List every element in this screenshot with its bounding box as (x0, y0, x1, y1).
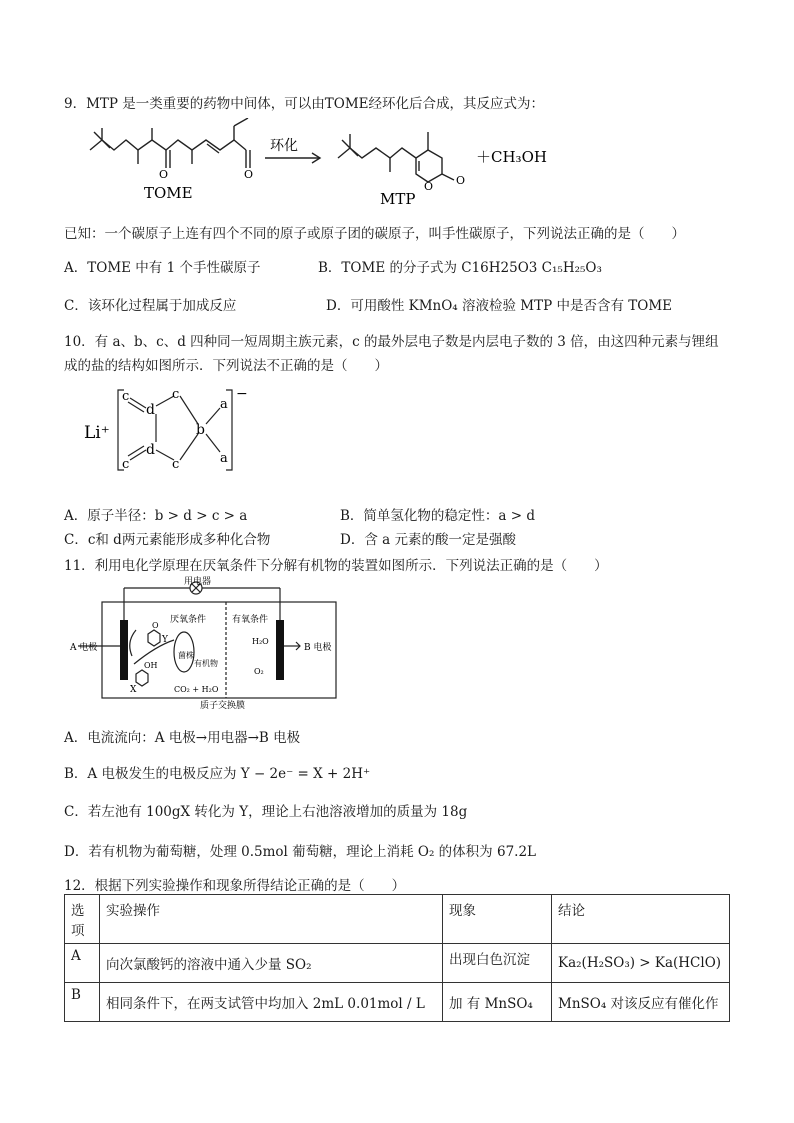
header-phenomenon: 现象 (443, 895, 552, 944)
electrode-b-bar (276, 620, 284, 680)
atom-d-bottom: d (146, 442, 155, 458)
q10-option-c: C．c和 d两元素能形成多种化合物 (64, 532, 271, 548)
q9-reaction-figure (80, 118, 560, 210)
table-row (65, 944, 730, 983)
table-row (65, 983, 730, 1022)
q11-option-c: C．若左池有 100gX 转化为 Y，理论上右池溶液增加的质量为 18g (64, 804, 468, 820)
q10-option-d: D．含 a 元素的酸一定是强酸 (340, 532, 516, 548)
mtp-label: MTP (380, 190, 416, 208)
q9-option-a: A．TOME 中有 1 个手性碳原子 (64, 260, 261, 276)
water-label: H₂O (252, 637, 269, 646)
q11-option-a: A．电流流向：A 电极→用电器→B 电极 (64, 730, 301, 746)
q9-option-b-text: B．TOME 的分子式为 C16H25O3 (318, 260, 542, 276)
row-b-operation: 相同条件下，在两支试管中均加入 2mL 0.01mol / L (100, 983, 443, 1022)
atom-c-bottom-left: c (122, 457, 130, 472)
electrode-a-label: A 电极 (70, 643, 98, 653)
atom-a-bottom: a (220, 451, 228, 466)
tome-ester-o: O (244, 168, 254, 181)
header-option: 选项 (65, 895, 100, 944)
q9-option-d: D．可用酸性 KMnO₄ 溶液检验 MTP 中是否含有 TOME (326, 298, 673, 314)
row-b-phenomenon: 加 有 MnSO₄ (443, 983, 552, 1022)
atom-c-top: c (172, 387, 180, 402)
q10-structure-figure (80, 384, 260, 476)
q10-option-b: B．简单氢化物的稳定性：a > d (340, 508, 536, 524)
membrane-label: 质子交换膜 (200, 701, 246, 710)
row-a-operation: 向次氯酸钙的溶液中通入少量 SO₂ (100, 944, 443, 983)
anion-charge: − (236, 386, 248, 402)
methanol-product: ＋CH₃OH (476, 148, 547, 166)
q9-option-b (318, 256, 602, 276)
q11-option-b: B．A 电极发生的电极反应为 Y − 2e⁻ = X + 2H⁺ (64, 766, 371, 782)
q9-option-b-formula: C₁₅H₂₅O₃ (541, 260, 602, 276)
oxygen-label: O₂ (254, 667, 264, 676)
products-label: CO₂ + H₂O (174, 685, 219, 694)
electrode-b-label: B 电极 (304, 643, 332, 653)
anaerobic-label: 厌氧条件 (170, 615, 207, 625)
li-ion: Li⁺ (84, 423, 110, 443)
q12-stem: 12．根据下列实验操作和现象所得结论正确的是（ ） (64, 878, 406, 894)
tome-carbonyl-o: O (159, 168, 169, 181)
q12-experiment-table (64, 894, 730, 1022)
q11-stem: 11．利用电化学原理在厌氧条件下分解有机物的装置如图所示．下列说法正确的是（ ） (64, 558, 608, 574)
q10-stem-line2: 成的盐的结构如图所示．下列说法不正确的是（ ） (64, 358, 388, 374)
reaction-arrow-label: 环化 (270, 138, 298, 154)
ketone-o-label: O (152, 621, 159, 630)
oh-label: OH (144, 661, 158, 670)
bacteria-label: 菌株 (178, 651, 194, 660)
atom-b: b (196, 422, 205, 438)
q10-stem-line1: 10．有 a、b、c、d 四种同一短周期主族元素，c 的最外层电子数是内层电子数的 3 倍，由这四种元素与锂组 (64, 334, 719, 350)
appliance-label: 用电器 (184, 577, 212, 587)
electrode-a-bar (120, 620, 128, 680)
row-b-conclusion: MnSO₄ 对该反应有催化作 (552, 983, 730, 1022)
row-a-phenomenon: 出现白色沉淀 (443, 944, 552, 983)
atom-c-top-left: c (122, 389, 130, 404)
y-label: Y (162, 635, 168, 645)
q9-known: 已知：一个碳原子上连有四个不同的原子或原子团的碳原子，叫手性碳原子，下列说法正确的是（ ） (64, 226, 685, 242)
q9-option-c: C．该环化过程属于加成反应 (64, 298, 237, 314)
table-header-row (65, 895, 730, 944)
atom-d-top: d (146, 402, 155, 418)
header-conclusion: 结论 (552, 895, 730, 944)
atom-c-bottom: c (172, 457, 180, 472)
organic-label: 有机物 (194, 659, 218, 668)
header-operation: 实验操作 (100, 895, 443, 944)
mtp-carbonyl-o: O (456, 174, 466, 187)
tome-label: TOME (144, 184, 193, 202)
q11-option-d: D．若有机物为葡萄糖，处理 0.5mol 葡萄糖，理论上消耗 O₂ 的体积为 67.2L (64, 844, 536, 860)
q11-device-figure (66, 576, 356, 710)
mtp-ring-o: O (424, 180, 434, 193)
x-label: X (130, 685, 137, 695)
row-a-conclusion: Ka₂(H₂SO₃) > Ka(HClO) (552, 944, 730, 983)
atom-a-top: a (220, 397, 228, 412)
aerobic-label: 有氧条件 (232, 615, 269, 625)
q10-option-a: A．原子半径：b > d > c > a (64, 508, 248, 524)
q9-stem: 9．MTP 是一类重要的药物中间体，可以由TOME经环化后合成，其反应式为： (64, 96, 545, 112)
row-b-option: B (65, 983, 100, 1022)
row-a-option: A (65, 944, 100, 983)
